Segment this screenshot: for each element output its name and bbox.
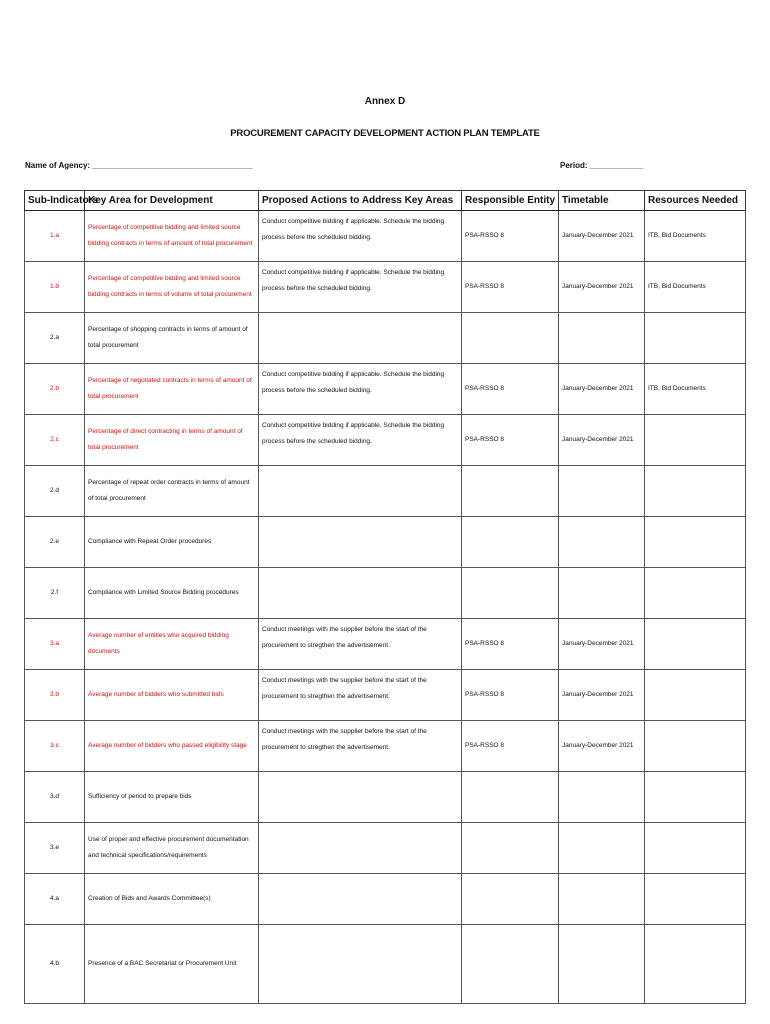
responsible-entity-cell: PSA-RSSO 8 [462, 721, 559, 772]
proposed-action-cell: Conduct competitive bidding if applicable. Schedule the bidding process before the scheduled bidding. [259, 415, 462, 466]
resources-needed-cell [645, 874, 746, 925]
proposed-action-cell: Conduct meetings with the supplier before the start of the procurement to stregthen the advertisement. [259, 721, 462, 772]
key-area-cell: Average number of entities who acquired bidding documents [85, 619, 259, 670]
agency-field-label: Name of Agency: ____________________________________ [25, 161, 253, 170]
proposed-action-cell: Conduct competitive bidding if applicable. Schedule the bidding process before the scheduled bidding. [259, 262, 462, 313]
table-row [25, 568, 746, 619]
responsible-entity-cell: PSA-RSSO 8 [462, 211, 559, 262]
table-row [25, 211, 746, 262]
responsible-entity-cell: PSA-RSSO 8 [462, 262, 559, 313]
resources-needed-cell [645, 823, 746, 874]
timetable-cell [559, 568, 645, 619]
responsible-entity-cell: PSA-RSSO 8 [462, 619, 559, 670]
sub-indicator-cell: 2.e [25, 517, 85, 568]
header-responsible-entity: Responsible Entity [462, 191, 559, 211]
proposed-action-cell [259, 772, 462, 823]
responsible-entity-cell [462, 925, 559, 1004]
key-area-cell: Average number of bidders who submitted bids [85, 670, 259, 721]
period-field-label: Period: ____________ [560, 161, 644, 170]
proposed-action-cell: Conduct meetings with the supplier before the start of the procurement to stregthen the advertisement. [259, 670, 462, 721]
timetable-cell [559, 925, 645, 1004]
key-area-cell: Percentage of repeat order contracts in terms of amount of total procurement [85, 466, 259, 517]
sub-indicator-cell: 2.b [25, 364, 85, 415]
table-row [25, 721, 746, 772]
key-area-cell: Percentage of direct contracting in terms of amount of total procurement [85, 415, 259, 466]
proposed-action-cell [259, 874, 462, 925]
sub-indicator-cell: 4.b [25, 925, 85, 1004]
timetable-cell [559, 466, 645, 517]
key-area-cell: Presence of a BAC Secretariat or Procurement Unit [85, 925, 259, 1004]
sub-indicator-cell: 2.c [25, 415, 85, 466]
key-area-cell: Percentage of competitive bidding and limited source bidding contracts in terms of amount of total procurement [85, 211, 259, 262]
table-row [25, 364, 746, 415]
responsible-entity-cell [462, 823, 559, 874]
resources-needed-cell: ITB, Bid Documents [645, 211, 746, 262]
proposed-action-cell: Conduct competitive bidding if applicable. Schedule the bidding process before the scheduled bidding. [259, 364, 462, 415]
key-area-cell: Average number of bidders who passed eligibility stage [85, 721, 259, 772]
table-row [25, 313, 746, 364]
responsible-entity-cell [462, 313, 559, 364]
sub-indicator-cell: 2.f [25, 568, 85, 619]
resources-needed-cell [645, 466, 746, 517]
proposed-action-cell: Conduct competitive bidding if applicable. Schedule the bidding process before the scheduled bidding. [259, 211, 462, 262]
timetable-cell: January-December 2021 [559, 721, 645, 772]
timetable-cell: January-December 2021 [559, 211, 645, 262]
proposed-action-cell [259, 925, 462, 1004]
sub-indicator-cell: 1.a [25, 211, 85, 262]
responsible-entity-cell [462, 874, 559, 925]
sub-indicator-cell: 1.b [25, 262, 85, 313]
timetable-cell [559, 874, 645, 925]
responsible-entity-cell [462, 568, 559, 619]
key-area-cell: Use of proper and effective procurement documentation and technical specifications/requirements [85, 823, 259, 874]
table-row [25, 823, 746, 874]
table-row [25, 619, 746, 670]
header-timetable: Timetable [559, 191, 645, 211]
timetable-cell [559, 313, 645, 364]
resources-needed-cell [645, 925, 746, 1004]
responsible-entity-cell [462, 772, 559, 823]
sub-indicator-cell: 3.c [25, 721, 85, 772]
proposed-action-cell [259, 568, 462, 619]
annex-label: Annex D [364, 96, 406, 107]
timetable-cell: January-December 2021 [559, 364, 645, 415]
key-area-cell: Compliance with Limited Source Bidding procedures [85, 568, 259, 619]
table-row [25, 925, 746, 1004]
proposed-action-cell [259, 517, 462, 568]
table-row [25, 262, 746, 313]
resources-needed-cell [645, 517, 746, 568]
sub-indicator-cell: 3.d [25, 772, 85, 823]
responsible-entity-cell: PSA-RSSO 8 [462, 364, 559, 415]
table-row [25, 670, 746, 721]
header-sub-indicators: Sub-Indicators [25, 191, 85, 211]
resources-needed-cell [645, 313, 746, 364]
key-area-cell: Percentage of negotiated contracts in terms of amount of total procurement [85, 364, 259, 415]
table-row [25, 415, 746, 466]
resources-needed-cell: ITB, Bid Documents [645, 262, 746, 313]
proposed-action-cell [259, 466, 462, 517]
table-row [25, 772, 746, 823]
table-row [25, 874, 746, 925]
responsible-entity-cell [462, 517, 559, 568]
table-header-row [25, 191, 746, 211]
header-proposed-actions: Proposed Actions to Address Key Areas [259, 191, 462, 211]
resources-needed-cell [645, 721, 746, 772]
responsible-entity-cell [462, 466, 559, 517]
proposed-action-cell [259, 823, 462, 874]
resources-needed-cell [645, 619, 746, 670]
timetable-cell: January-December 2021 [559, 262, 645, 313]
document-title: PROCUREMENT CAPACITY DEVELOPMENT ACTION PLAN TEMPLATE [230, 128, 540, 139]
key-area-cell: Creation of Bids and Awards Committee(s) [85, 874, 259, 925]
resources-needed-cell: ITB, Bid Documents [645, 364, 746, 415]
action-plan-table [24, 190, 746, 1004]
sub-indicator-cell: 3.b [25, 670, 85, 721]
sub-indicator-cell: 3.e [25, 823, 85, 874]
timetable-cell [559, 517, 645, 568]
timetable-cell [559, 772, 645, 823]
proposed-action-cell: Conduct meetings with the supplier before the start of the procurement to stregthen the advertisement. [259, 619, 462, 670]
key-area-cell: Compliance with Repeat Order procedures [85, 517, 259, 568]
resources-needed-cell [645, 568, 746, 619]
resources-needed-cell [645, 415, 746, 466]
key-area-cell: Sufficiency of period to prepare bids [85, 772, 259, 823]
key-area-cell: Percentage of competitive bidding and limited source bidding contracts in terms of volume of total procurement [85, 262, 259, 313]
proposed-action-cell [259, 313, 462, 364]
header-key-area: Key Area for Development [85, 191, 259, 211]
key-area-cell: Percentage of shopping contracts in terms of amount of total procurement [85, 313, 259, 364]
responsible-entity-cell: PSA-RSSO 8 [462, 415, 559, 466]
sub-indicator-cell: 4.a [25, 874, 85, 925]
timetable-cell: January-December 2021 [559, 619, 645, 670]
header-resources-needed: Resources Needed [645, 191, 746, 211]
resources-needed-cell [645, 772, 746, 823]
sub-indicator-cell: 2.d [25, 466, 85, 517]
table-row [25, 517, 746, 568]
resources-needed-cell [645, 670, 746, 721]
table-row [25, 466, 746, 517]
timetable-cell: January-December 2021 [559, 415, 645, 466]
sub-indicator-cell: 3.a [25, 619, 85, 670]
timetable-cell [559, 823, 645, 874]
responsible-entity-cell: PSA-RSSO 8 [462, 670, 559, 721]
timetable-cell: January-December 2021 [559, 670, 645, 721]
sub-indicator-cell: 2.a [25, 313, 85, 364]
